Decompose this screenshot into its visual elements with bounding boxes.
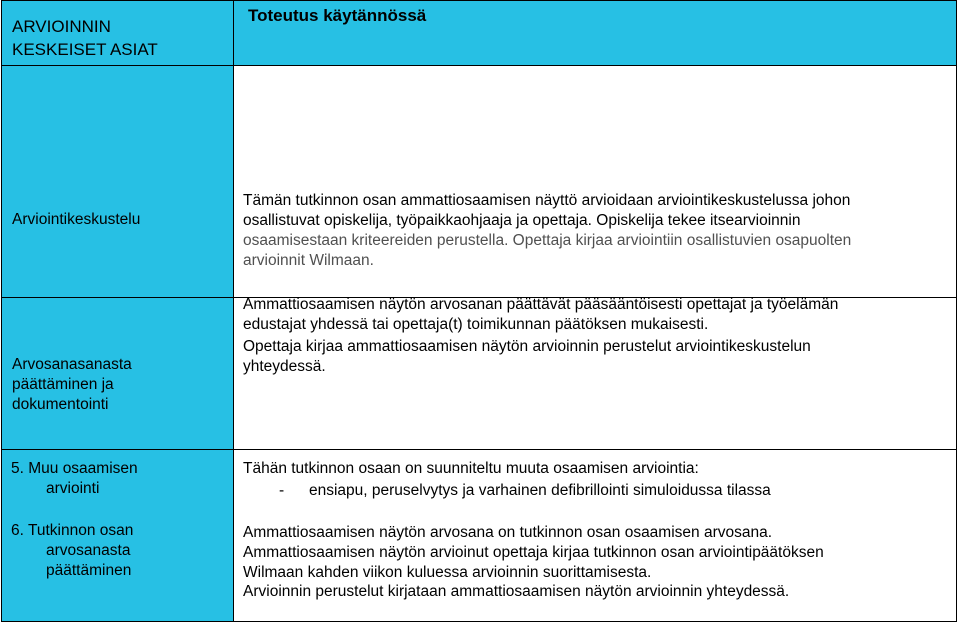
module-grade-line-4: Arvioinnin perustelut kirjataan ammattiosaamisen näytön arvioinnin yhteydessä. <box>243 583 790 600</box>
label-grade-decision-line-3: dokumentointi <box>12 396 109 413</box>
assessment-discussion-line-2: osallistuvat opiskelija, työpaikkaohjaaja ja opettaja. Opiskelija tekee itsearvioinnin <box>243 212 801 229</box>
grade-decision-line-2: edustajat yhdessä tai opettaja(t) toimikunnan päätöksen mukaisesti. <box>243 316 709 333</box>
label-module-grade-line-2: arvosanasta <box>46 542 131 559</box>
assessment-discussion-line-4: arvioinnit Wilmaan. <box>243 252 374 269</box>
header-left-line-2: KESKEISET ASIAT <box>12 40 158 59</box>
assessment-discussion-line-1: Tämän tutkinnon osan ammattiosaamisen näyttö arvioidaan arviointikeskustelussa johon <box>243 192 851 209</box>
header-left-line-1: ARVIOINNIN <box>12 17 111 36</box>
label-other-assessment-line-2: arviointi <box>46 480 100 497</box>
bullet-dash: - <box>279 482 285 499</box>
module-grade-line-1: Ammattiosaamisen näytön arvosana on tutkinnon osan osaamisen arvosana. <box>243 524 773 541</box>
grade-decision-line-4: yhteydessä. <box>243 358 326 375</box>
label-grade-decision-line-1: Arvosanasanasta <box>12 356 132 373</box>
label-cell-grade-decision <box>1 297 234 450</box>
assessment-discussion-line-3: osaamisestaan kriteereiden perustella. Opettaja kirjaa arviointiin osallistuvien osapuolten <box>243 232 852 249</box>
label-module-grade-line-3: päättäminen <box>46 562 132 579</box>
label-other-assessment-line-1: 5. Muu osaamisen <box>11 460 138 477</box>
header-cell-key-issues <box>1 0 234 66</box>
other-assessment-intro: Tähän tutkinnon osaan on suunniteltu muuta osaamisen arviointia: <box>243 460 699 477</box>
label-grade-decision-line-2: päättäminen ja <box>12 376 114 393</box>
grade-decision-line-3: Opettaja kirjaa ammattiosaamisen näytön arvioinnin perustelut arviointikeskustelun <box>243 338 811 355</box>
module-grade-line-3: Wilmaan kahden viikon kuluessa arvioinnin suorittamisesta. <box>243 564 652 581</box>
label-cell-assessment-discussion <box>1 65 234 298</box>
header-cell-implementation <box>233 0 957 66</box>
assessment-table <box>1 0 957 622</box>
module-grade-line-2: Ammattiosaamisen näytön arvioinut opettaja kirjaa tutkinnon osan arviointipäätöksen <box>243 544 824 561</box>
label-assessment-discussion: Arviointikeskustelu <box>12 211 141 228</box>
header-right-title: Toteutus käytännössä <box>248 6 427 25</box>
label-module-grade-line-1: 6. Tutkinnon osan <box>11 522 134 539</box>
bullet-text: ensiapu, peruselvytys ja varhainen defibrillointi simuloidussa tilassa <box>309 482 771 499</box>
grade-decision-line-1: Ammattiosaamisen näytön arvosanan päättävät pääsääntöisesti opettajat ja työelämän <box>243 296 839 313</box>
